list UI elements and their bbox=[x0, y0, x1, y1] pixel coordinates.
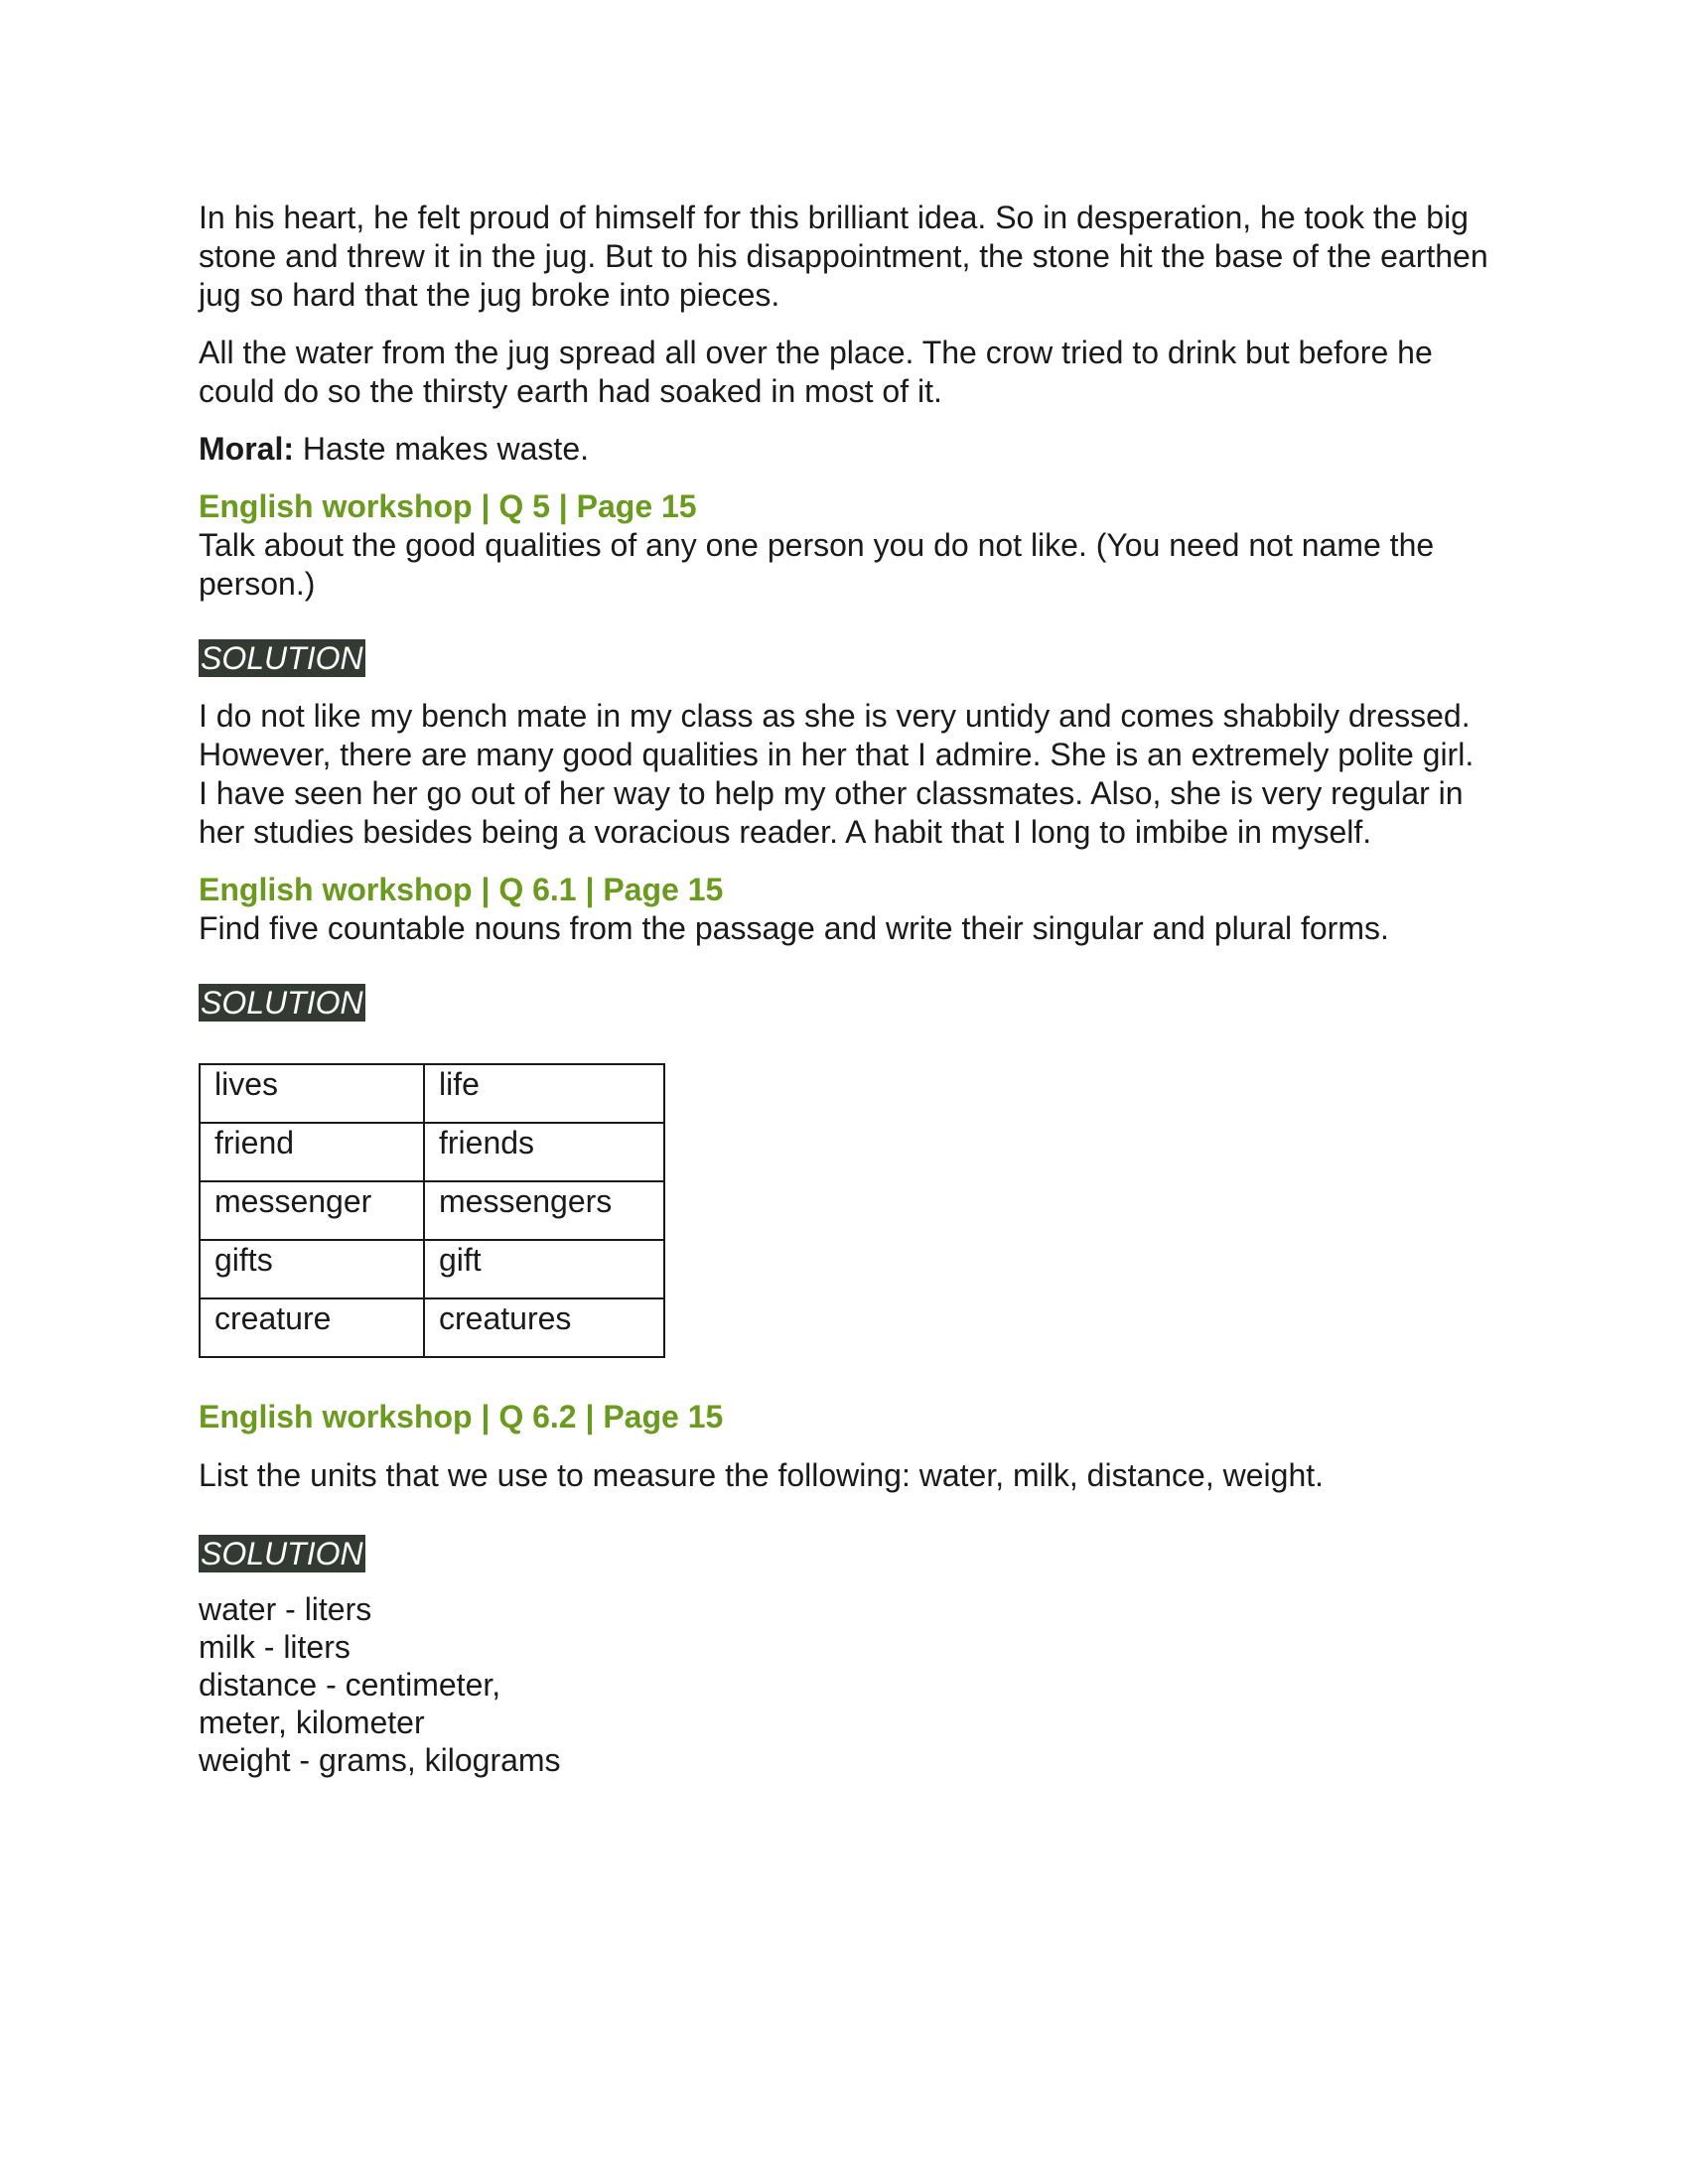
question-text-q5: Talk about the good qualities of any one person you do not like. (You need not name the person.) bbox=[199, 527, 1435, 602]
question-text-q6-2: List the units that we use to measure the following: water, milk, distance, weight. bbox=[199, 1457, 1325, 1493]
list-item: milk - liters bbox=[199, 1629, 351, 1665]
table-row bbox=[200, 1181, 664, 1240]
solution-badge: SOLUTION bbox=[201, 985, 363, 1021]
table-row bbox=[200, 1064, 664, 1123]
list-item: meter, kilometer bbox=[199, 1705, 425, 1740]
table-cell: friend bbox=[200, 1123, 424, 1181]
moral-label: Moral: bbox=[199, 431, 294, 467]
table-cell: lives bbox=[200, 1064, 424, 1123]
table-cell: gifts bbox=[200, 1240, 424, 1298]
solution-badge: SOLUTION bbox=[201, 1536, 363, 1571]
table-cell: creature bbox=[200, 1298, 424, 1357]
table-row bbox=[200, 1123, 664, 1181]
question-heading-q6-2: English workshop | Q 6.2 | Page 15 bbox=[199, 1399, 724, 1434]
nouns-table bbox=[199, 1063, 665, 1358]
story-paragraph: In his heart, he felt proud of himself for this brilliant idea. So in desperation, he took the big stone and threw it in the jug. But to his disappointment, the stone hit the base of the earthen jug so hard that the jug broke into pieces. bbox=[199, 200, 1488, 313]
table-cell: friends bbox=[424, 1123, 664, 1181]
question-heading-q5: English workshop | Q 5 | Page 15 bbox=[199, 488, 697, 524]
units-list bbox=[199, 1590, 1489, 1779]
question-text-q6-1: Find five countable nouns from the passage and write their singular and plural forms. bbox=[199, 910, 1389, 946]
table-row bbox=[200, 1298, 664, 1357]
table-cell: creatures bbox=[424, 1298, 664, 1357]
answer-text-q5: I do not like my bench mate in my class as she is very untidy and comes shabbily dressed. However, there are many good qualities in her that I admire. She is an extremely polite girl. I have seen her go out of her way to help my other classmates. Also, she is very regular in her studies besides being a voracious reader. A habit that I long to imbibe in myself. bbox=[199, 698, 1475, 850]
moral-text: Haste makes waste. bbox=[294, 431, 589, 467]
table-cell: messenger bbox=[200, 1181, 424, 1240]
list-item: distance - centimeter, bbox=[199, 1667, 501, 1703]
table-cell: gift bbox=[424, 1240, 664, 1298]
table-cell: messengers bbox=[424, 1181, 664, 1240]
solution-badge: SOLUTION bbox=[201, 640, 363, 676]
moral-line bbox=[199, 430, 1489, 469]
table-cell: life bbox=[424, 1064, 664, 1123]
list-item: weight - grams, kilograms bbox=[199, 1742, 561, 1778]
table-row bbox=[200, 1240, 664, 1298]
list-item: water - liters bbox=[199, 1591, 372, 1627]
question-heading-q6-1: English workshop | Q 6.1 | Page 15 bbox=[199, 872, 724, 907]
document-page bbox=[199, 199, 1489, 1779]
story-paragraph: All the water from the jug spread all over the place. The crow tried to drink but before he could do so the thirsty earth had soaked in most of it. bbox=[199, 335, 1433, 409]
